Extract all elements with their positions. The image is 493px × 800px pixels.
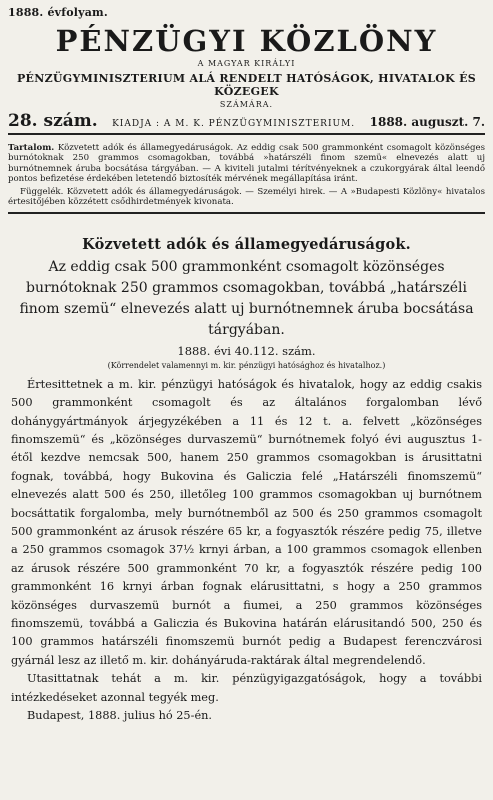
masthead-subtitle-1: A MAGYAR KIRÁLYI: [197, 59, 296, 68]
page-title: PÉNZÜGYI KÖZLÖNY: [55, 24, 438, 58]
toc-contents: [8, 143, 485, 184]
toc-text: Közvetett adók és államegyedáruságok. Az eddig csak 500 grammonként csomagolt közönséges burnótoknak 250 grammos csomagokban, továbbá »határszéli finom szemü« elnevezés alatt uj burnótnemnek áruba bocsátása tárgyában. — A kiviteli jutalmi térítvényeknek a czukorgyárak által leendő pontos befizetése érdekében letetendő biztosíték mérvének megállapítása iránt.: [8, 143, 486, 184]
decree-note: (Körrendelet valamennyi m. kir. pénzügyi hatósághoz és hivatalhoz.): [107, 360, 386, 370]
section-title: Közvetett adók és államegyedáruságok.: [82, 235, 411, 253]
year-label: 1888. évfolyam.: [8, 6, 108, 19]
toc-lead: Tartalom.: [8, 143, 55, 153]
issue-date: 1888. auguszt. 7.: [369, 115, 485, 129]
table-of-contents: [8, 139, 485, 214]
masthead-subtitle-3: SZÁMÁRA.: [219, 100, 274, 109]
decree-number: 1888. évi 40.112. szám.: [177, 343, 316, 358]
toc-appendix-lead: Függelék.: [20, 187, 64, 198]
masthead-subtitle-2: PÉNZÜGYMINISZTERIUM ALÁ RENDELT HATÓSÁGOK, HIVATALOK ÉS KÖZEGEK: [16, 72, 477, 98]
article-headline: Az eddig csak 500 grammonként csomagolt közönséges burnótoknak 250 grammos csomagokban, továbbá „határszéli finom szemü“ elnevezés alatt uj burnótnemnek áruba bocsátása tárgyában.: [19, 258, 474, 338]
issue-number: 28. szám.: [8, 111, 98, 131]
paragraph-2: Utasittatnak tehát a m. kir. pénzügyigazgatóságok, hogy a további intézkedéseket azonnal tegyék meg.: [11, 672, 482, 704]
issue-bar: [8, 111, 485, 135]
publisher: KIADJA : A M. K. PÉNZÜGYMINISZTERIUM.: [112, 119, 356, 129]
paragraph-1: Értesittetnek a m. kir. pénzügyi hatóságok és hivatalok, hogy az eddig csakis 500 grammonként csomagolt és az általános forgalomban lévő dohánygyártmányok árjegyzékében a 11 és 12 t. a. felvett „közönséges finomszemü“ és „közönséges durvaszemü“ burnótnemek folyó évi augusztus 1-étől kezdve nemcsak 500, hanem 250 grammos csomagokban is árusittatni fognak, továbbá, hogy Bukovina és Galiczia felé „Határszéli finomszemü“ elnevezés alatt 500 és 250, illetőleg 100 grammos csomagokban uj burnótnem bocsáttatik forgalomba, mely burnótnemből az 500 és 250 grammos csomagolt 500 grammonként az árusok részére 65 kr, a fogyasztók részére pedig 75, illetve a 250 grammos csomagok 37½ krnyi árban, a 100 grammos csomagok ellenben az árusok részére 500 grammonként 70 kr, a fogyasztók részére pedig 100 grammonként 16 krnyi árban fognak elárusittatni, s hogy a 250 grammos közönséges durvaszemü burnót a fiumei, a 250 grammos közönséges finomszemü, továbbá a Galiczia és Bukovina határán elárusitandó 500, 250 és 100 grammos határszéli finomszemü burnót pedig a Budapest ferenczvárosi gyárnál lesz az illető m. kir. dohányáruda-raktárak által megrendelendő.: [11, 377, 482, 667]
article-body: [8, 376, 485, 726]
toc-appendix: [8, 187, 485, 208]
signature-line: Budapest, 1888. julius hó 25-én.: [27, 709, 212, 723]
toc-appendix-text: Közvetett adók és államegyedáruságok. — Személyi hirek. — A »Budapesti Közlöny« hivatalos értesitőjében közzétett csődhirdetmények kivonata.: [8, 187, 486, 208]
